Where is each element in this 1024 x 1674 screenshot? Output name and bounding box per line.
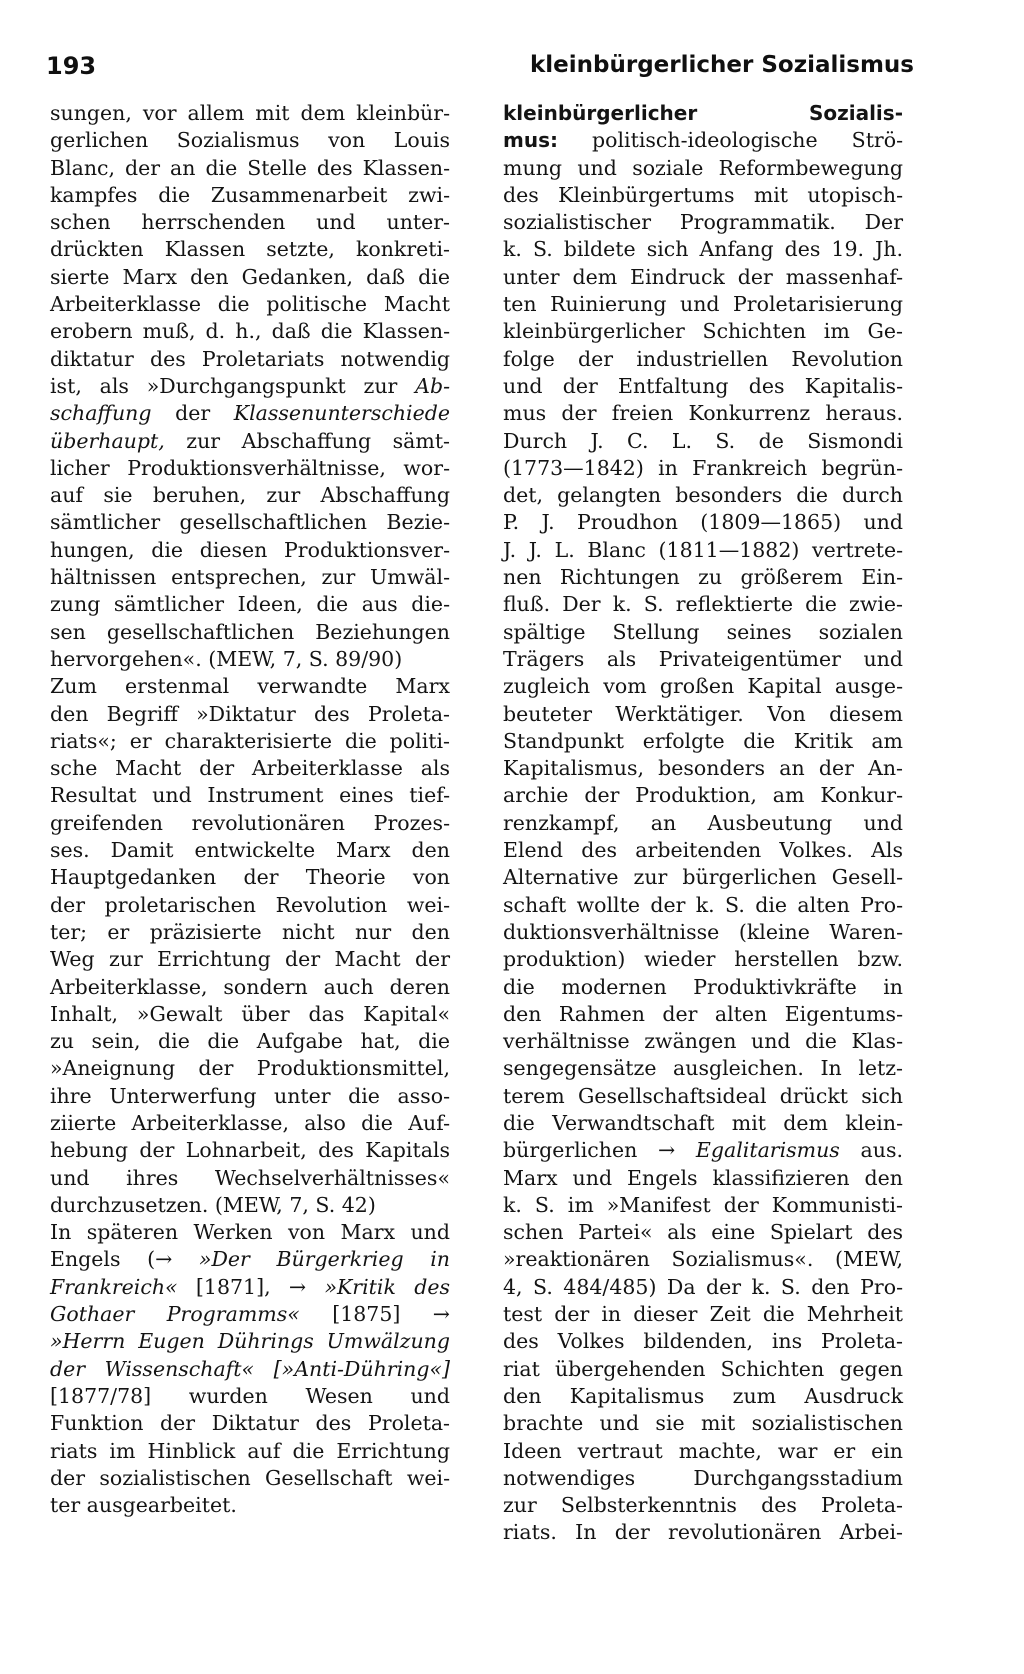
text-line (503, 782, 903, 809)
text-line (50, 1110, 450, 1137)
text-segment: k. S. bildete sich Anfang des 19. Jh. (503, 237, 903, 262)
text-line (503, 455, 903, 482)
text-segment: sungen, vor allem mit dem kleinbür- (50, 101, 450, 125)
text-line (50, 1383, 450, 1410)
text-segment: archie der Produktion, am Konkur- (503, 783, 903, 808)
text-line (50, 1192, 450, 1219)
text-segment: den Kapitalismus zum Ausdruck (503, 1383, 903, 1408)
text-segment: sämtlicher gesellschaftlichen Bezie- (50, 510, 450, 535)
text-segment: duktionsverhältnisse (kleine Waren- (503, 919, 903, 944)
text-segment: spältige Stellung seines sozialen (503, 619, 903, 644)
text-segment: zur Abschaffung sämt- (164, 428, 450, 453)
text-line (50, 1028, 450, 1055)
text-line (503, 1356, 903, 1383)
text-line (503, 564, 903, 591)
text-segment: J. J. L. Blanc (1811—1882) vertrete- (503, 537, 903, 562)
text-segment: greifenden revolutionären Prozes- (50, 810, 450, 835)
text-segment: drückten Klassen setzte, konkreti- (50, 237, 450, 262)
text-line (503, 1328, 903, 1355)
text-line (503, 892, 903, 919)
text-line (503, 1192, 903, 1219)
text-segment: bürgerlichen → (503, 1138, 696, 1163)
text-segment: Funktion der Diktatur des Proleta- (50, 1411, 450, 1436)
text-segment: sozialistischer Programmatik. Der (503, 210, 903, 235)
text-line (50, 127, 450, 154)
text-segment: gerlichen Sozialismus von Louis (50, 128, 450, 153)
text-segment: licher Produktionsverhältnisse, wor- (50, 455, 450, 480)
text-segment: sengegensätze ausgleichen. In letz- (503, 1056, 903, 1081)
italic-text: »Herrn Eugen Dührings Umwälzung (50, 1329, 450, 1354)
text-line (50, 1492, 450, 1519)
text-segment: und der Entfaltung des Kapitalis- (503, 373, 903, 398)
text-line (50, 482, 450, 509)
text-segment: kleinbürgerlicher Schichten im Ge- (503, 319, 903, 344)
italic-text: Gothaer Programms« (50, 1302, 300, 1327)
text-segment: ter ausgearbeitet. (50, 1493, 237, 1518)
text-line (50, 209, 450, 236)
text-segment: notwendiges Durchgangsstadium (503, 1465, 903, 1490)
text-segment: k. S. im »Manifest der Kommunisti- (503, 1192, 903, 1217)
text-segment: In späteren Werken von Marx und (50, 1220, 450, 1245)
text-line (503, 673, 903, 700)
text-segment: Kapitalismus, besonders an der An- (503, 756, 903, 781)
text-line (50, 673, 450, 700)
text-line (503, 346, 903, 373)
text-line (503, 100, 903, 127)
text-segment: schen herrschenden und unter- (50, 210, 450, 235)
text-line (503, 619, 903, 646)
text-line (503, 264, 903, 291)
text-line (503, 1165, 903, 1192)
text-line (503, 400, 903, 427)
text-line (50, 1328, 450, 1355)
text-segment: der proletarischen Revolution wei- (50, 892, 450, 917)
text-segment: der sozialistischen Gesellschaft wei- (50, 1465, 450, 1490)
text-line (50, 264, 450, 291)
text-segment: Weg zur Errichtung der Macht der (50, 947, 450, 972)
text-line (503, 1110, 903, 1137)
text-segment: riats«; er charakterisierte die politi- (50, 728, 450, 753)
text-segment: des Volkes bildenden, ins Proleta- (503, 1329, 903, 1354)
text-segment: test der in dieser Zeit die Mehrheit (503, 1302, 903, 1327)
text-segment: produktion) wieder herstellen bzw. (503, 947, 903, 972)
text-segment: Hauptgedanken der Theorie von (50, 865, 450, 890)
text-segment: schen Partei« als eine Spielart des (503, 1220, 903, 1245)
text-line (503, 127, 903, 154)
text-line (503, 1274, 903, 1301)
headword: kleinbürgerlicher Sozialis- (503, 101, 903, 125)
text-segment: Durch J. C. L. S. de Sismondi (503, 428, 903, 453)
text-segment: verhältnisse zwängen und die Klas- (503, 1029, 903, 1054)
text-line (503, 209, 903, 236)
text-segment: »Aneignung der Produktionsmittel, (50, 1056, 450, 1081)
text-line (503, 482, 903, 509)
text-segment: Ideen vertraut machte, war er ein (503, 1438, 903, 1463)
text-segment: ses. Damit entwickelte Marx den (50, 838, 450, 863)
text-line (50, 974, 450, 1001)
text-segment: [1877/78] wurden Wesen und (50, 1383, 450, 1408)
text-line (50, 1165, 450, 1192)
text-line (50, 837, 450, 864)
text-line (503, 1438, 903, 1465)
text-line (503, 1301, 903, 1328)
text-line (503, 291, 903, 318)
italic-text: der Wissenschaft« [»Anti-Dühring«] (50, 1356, 450, 1381)
text-segment: sche Macht der Arbeiterklasse als (50, 756, 450, 781)
text-line (50, 373, 450, 400)
text-line (50, 236, 450, 263)
text-line (50, 155, 450, 182)
text-segment: die Verwandtschaft mit dem klein- (503, 1110, 903, 1135)
text-segment: det, gelangten besonders die durch (503, 483, 903, 508)
text-segment: Engels (→ (50, 1247, 199, 1272)
text-line (503, 1492, 903, 1519)
text-line (50, 1410, 450, 1437)
text-segment: unter dem Eindruck der massenhaf- (503, 264, 903, 289)
text-segment: politisch-ideologische Strö- (557, 128, 903, 153)
text-line (503, 1383, 903, 1410)
text-segment: hervorgehen«. (MEW, 7, S. 89/90) (50, 646, 403, 671)
text-line (50, 509, 450, 536)
text-line (50, 646, 450, 673)
text-segment: riats im Hinblick auf die Errichtung (50, 1438, 450, 1463)
text-line (50, 346, 450, 373)
text-segment: terem Gesellschaftsideal drückt sich (503, 1083, 903, 1108)
text-line (503, 1410, 903, 1437)
text-segment: riats. In der revolutionären Arbei- (503, 1520, 903, 1545)
text-segment: hebung der Lohnarbeit, des Kapitals (50, 1138, 450, 1163)
text-segment: »reaktionären Sozialismus«. (MEW, (503, 1247, 903, 1272)
page-number: 193 (46, 52, 97, 80)
text-segment: Standpunkt erfolgte die Kritik am (503, 728, 903, 753)
italic-text: Frankreich« (50, 1274, 178, 1299)
text-line (503, 837, 903, 864)
running-title: kleinbürgerlicher Sozialismus (530, 52, 914, 78)
text-line (50, 100, 450, 127)
text-segment: zu sein, die die Aufgabe hat, die (50, 1029, 450, 1054)
text-line (50, 1083, 450, 1110)
text-segment: mus der freien Konkurrenz heraus. (503, 401, 903, 426)
text-line (50, 428, 450, 455)
text-line (503, 701, 903, 728)
text-segment: Marx und Engels klassifizieren den (503, 1165, 903, 1190)
text-line (50, 619, 450, 646)
text-segment: Resultat und Instrument eines tief- (50, 783, 450, 808)
text-line (503, 537, 903, 564)
text-line (50, 1246, 450, 1273)
text-segment: zugleich vom großen Kapital ausge- (503, 674, 903, 699)
left-column (50, 100, 450, 1519)
text-segment: Elend des arbeitenden Volkes. Als (503, 838, 903, 863)
text-segment: den Begriff »Diktatur des Proleta- (50, 701, 450, 726)
text-line (503, 1055, 903, 1082)
text-segment: ten Ruinierung und Proletarisierung (503, 292, 903, 317)
text-line (50, 1055, 450, 1082)
text-segment: [1875] → (299, 1302, 450, 1327)
text-segment: den Rahmen der alten Eigentums- (503, 1001, 903, 1026)
text-line (50, 810, 450, 837)
text-segment: kampfes die Zusammenarbeit zwi- (50, 182, 450, 207)
text-segment: Arbeiterklasse die politische Macht (50, 292, 450, 317)
text-line (50, 892, 450, 919)
text-segment: P. J. Proudhon (1809—1865) und (503, 510, 903, 535)
text-segment: ist, als »Durchgangspunkt zur (50, 373, 416, 398)
text-line (503, 591, 903, 618)
text-line (503, 1001, 903, 1028)
text-segment: erobern muß, d. h., daß die Klassen- (50, 319, 450, 344)
text-line (50, 1274, 450, 1301)
text-line (50, 291, 450, 318)
italic-text: überhaupt, (50, 428, 165, 453)
text-line (503, 864, 903, 891)
text-segment: diktatur des Proletariats notwendig (50, 346, 450, 371)
text-line (503, 919, 903, 946)
text-line (503, 182, 903, 209)
italic-text: Ab- (415, 373, 450, 398)
text-line (503, 1246, 903, 1273)
italic-text: »Der Bürgerkrieg in (198, 1247, 450, 1272)
text-line (503, 1219, 903, 1246)
text-segment: brachte und sie mit sozialistischen (503, 1411, 903, 1436)
page-header (0, 52, 1024, 82)
italic-text: »Kritik des (324, 1274, 450, 1299)
text-line (503, 810, 903, 837)
text-segment: riat übergehenden Schichten gegen (503, 1356, 903, 1381)
text-line (503, 1465, 903, 1492)
text-line (50, 919, 450, 946)
text-line (50, 564, 450, 591)
text-segment: Trägers als Privateigentümer und (503, 646, 903, 671)
text-segment: sen gesellschaftlichen Beziehungen (50, 619, 450, 644)
italic-text: Egalitarismus (695, 1138, 840, 1163)
text-segment: nen Richtungen zu größerem Ein- (503, 565, 903, 590)
text-line (50, 182, 450, 209)
text-segment: die modernen Produktivkräfte in (503, 974, 903, 999)
text-segment: schaft wollte der k. S. die alten Pro- (503, 892, 903, 917)
text-segment: Inhalt, »Gewalt über das Kapital« (50, 1001, 450, 1026)
text-line (50, 400, 450, 427)
right-column (503, 100, 903, 1547)
text-segment: des Kleinbürgertums mit utopisch- (503, 182, 903, 207)
text-segment: Zum erstenmal verwandte Marx (50, 674, 450, 699)
text-line (50, 782, 450, 809)
text-line (503, 646, 903, 673)
text-segment: zur Selbsterkenntnis des Proleta- (503, 1493, 903, 1518)
text-line (50, 1137, 450, 1164)
text-line (503, 946, 903, 973)
text-segment: sierte Marx den Gedanken, daß die (50, 264, 450, 289)
text-segment: 4, S. 484/485) Da der k. S. den Pro- (503, 1274, 903, 1299)
text-segment: beuteter Werktätiger. Von diesem (503, 701, 903, 726)
text-segment: Blanc, der an die Stelle des Klassen- (50, 155, 450, 180)
text-line (503, 373, 903, 400)
text-segment: [1871], → (177, 1274, 325, 1299)
text-line (50, 591, 450, 618)
text-line (503, 1519, 903, 1546)
text-line (50, 701, 450, 728)
text-segment: hältnissen entsprechen, zur Umwäl- (50, 565, 450, 590)
text-line (50, 318, 450, 345)
text-line (50, 864, 450, 891)
text-segment: (1773—1842) in Frankreich begrün- (503, 455, 903, 480)
text-line (50, 455, 450, 482)
text-segment: der (151, 401, 234, 426)
text-segment: renzkampf, an Ausbeutung und (503, 810, 903, 835)
text-segment: durchzusetzen. (MEW, 7, S. 42) (50, 1192, 376, 1217)
text-segment: auf sie beruhen, zur Abschaffung (50, 483, 450, 508)
italic-text: schaffung (50, 401, 152, 426)
text-line (503, 1028, 903, 1055)
text-line (50, 755, 450, 782)
text-segment: mung und soziale Reformbewegung (503, 155, 903, 180)
text-segment: ter; er präzisierte nicht nur den (50, 919, 450, 944)
text-line (503, 755, 903, 782)
text-line (50, 946, 450, 973)
text-segment: aus. (839, 1138, 903, 1163)
italic-text: Klassenunterschiede (233, 401, 450, 426)
text-segment: ziierte Arbeiterklasse, also die Auf- (50, 1110, 450, 1135)
text-line (503, 428, 903, 455)
text-line (50, 1465, 450, 1492)
text-segment: hungen, die diesen Produktionsver- (50, 537, 450, 562)
text-line (50, 1219, 450, 1246)
headword: mus: (503, 128, 558, 153)
text-line (503, 728, 903, 755)
text-segment: fluß. Der k. S. reflektierte die zwie- (503, 592, 903, 617)
text-line (50, 1301, 450, 1328)
text-segment: folge der industriellen Revolution (503, 346, 903, 371)
text-line (503, 509, 903, 536)
text-line (50, 1356, 450, 1383)
text-line (50, 1438, 450, 1465)
text-line (503, 974, 903, 1001)
text-line (503, 155, 903, 182)
text-segment: zung sämtlicher Ideen, die aus die- (50, 592, 450, 617)
text-line (503, 318, 903, 345)
text-line (503, 1137, 903, 1164)
text-segment: und ihres Wechselverhältnisses« (50, 1165, 450, 1190)
text-segment: ihre Unterwerfung unter die asso- (50, 1083, 450, 1108)
text-line (503, 1083, 903, 1110)
text-line (503, 236, 903, 263)
text-segment: Arbeiterklasse, sondern auch deren (50, 974, 450, 999)
text-line (50, 728, 450, 755)
text-line (50, 1001, 450, 1028)
text-line (50, 537, 450, 564)
text-segment: Alternative zur bürgerlichen Gesell- (503, 865, 903, 890)
